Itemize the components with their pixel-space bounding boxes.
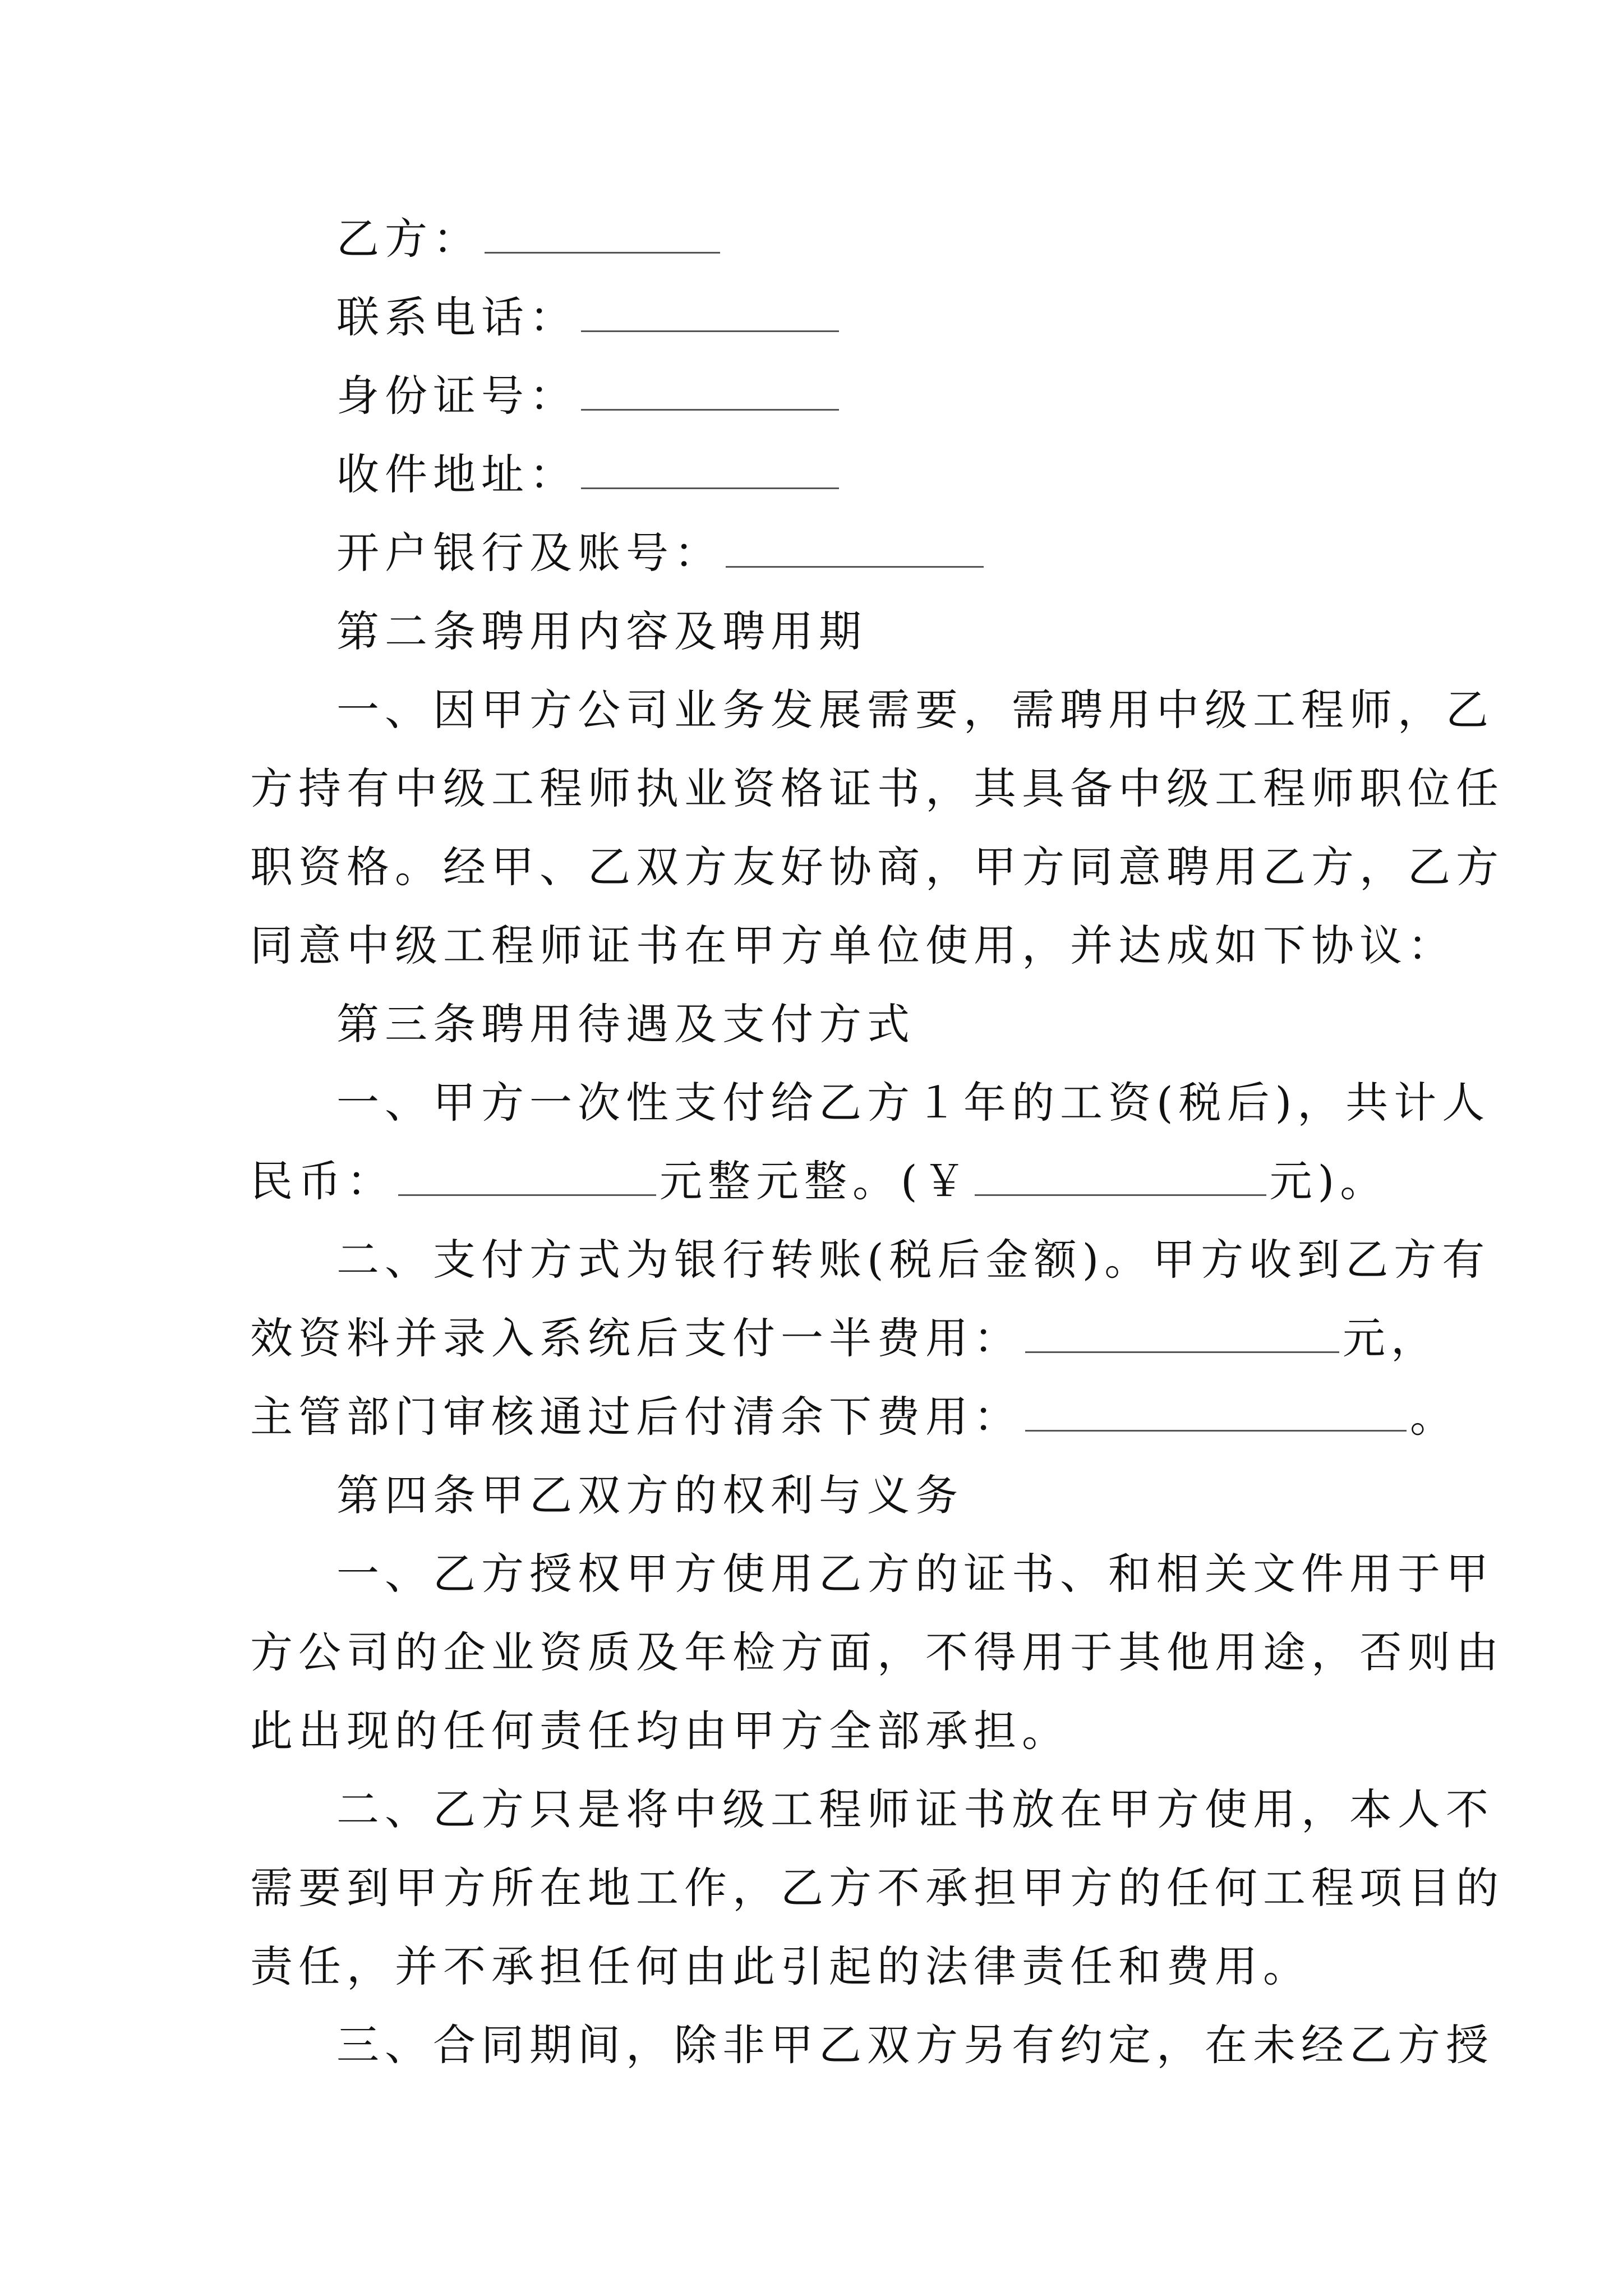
salary-words-blank[interactable] xyxy=(398,1149,656,1196)
party-b-label: 乙方： xyxy=(336,214,481,264)
article-4-line: 方公司的企业资质及年检方面，不得用于其他用途，否则由 xyxy=(250,1627,1504,1677)
id-number-label: 身份证号： xyxy=(336,371,578,421)
address-label: 收件地址： xyxy=(336,449,578,499)
party-b-field xyxy=(336,200,1475,278)
article-2-line: 职资格。经甲、乙双方友好协商，甲方同意聘用乙方，乙方 xyxy=(250,842,1504,892)
first-payment-unit: 元， xyxy=(1343,1313,1439,1363)
id-number-blank[interactable] xyxy=(581,364,839,411)
article-2-line: 同意中级工程师证书在甲方单位使用，并达成如下协议： xyxy=(250,921,1456,970)
article-4-title: 第四条甲乙双方的权利与义务 xyxy=(336,1470,963,1520)
salary-unit-text: 元整元整。(￥ xyxy=(660,1156,971,1206)
first-payment-line xyxy=(250,1299,1439,1378)
article-2-line: 一、因甲方公司业务发展需要，需聘用中级工程师，乙 xyxy=(336,685,1494,735)
article-4-line: 二、乙方只是将中级工程师证书放在甲方使用，本人不 xyxy=(336,1784,1494,1834)
bank-account-field xyxy=(336,514,1475,592)
salary-figure-unit: 元)。 xyxy=(1269,1156,1389,1206)
salary-amount-line xyxy=(250,1142,1389,1221)
first-payment-label: 效资料并录入系统后支付一半费用： xyxy=(250,1313,1022,1363)
final-payment-line xyxy=(250,1378,1458,1456)
salary-figure-blank[interactable] xyxy=(975,1149,1266,1196)
address-field xyxy=(336,435,1475,514)
article-4-line: 三、合同期间，除非甲乙双方另有约定，在未经乙方授 xyxy=(336,2020,1494,2070)
bank-account-blank[interactable] xyxy=(726,521,984,568)
phone-label: 联系电话： xyxy=(336,292,578,342)
article-4-line: 需要到甲方所在地工作，乙方不承担甲方的任何工程项目的 xyxy=(250,1863,1504,1913)
phone-blank[interactable] xyxy=(581,286,839,332)
article-3-line: 二、支付方式为银行转账(税后金额)。甲方收到乙方有 xyxy=(336,1235,1491,1285)
id-number-field xyxy=(336,357,1475,435)
article-4-line: 一、乙方授权甲方使用乙方的证书、和相关文件用于甲 xyxy=(336,1549,1494,1599)
bank-account-label: 开户银行及账号： xyxy=(336,528,722,578)
final-payment-end: 。 xyxy=(1410,1392,1458,1442)
party-b-blank[interactable] xyxy=(485,207,720,254)
address-blank[interactable] xyxy=(581,443,839,489)
article-2-title: 第二条聘用内容及聘用期 xyxy=(336,606,867,656)
phone-field xyxy=(336,278,1475,357)
first-payment-blank[interactable] xyxy=(1025,1306,1339,1353)
article-4-line: 责任，并不承担任何由此引起的法律责任和费用。 xyxy=(250,1941,1311,1991)
final-payment-blank[interactable] xyxy=(1025,1385,1407,1432)
article-4-line: 此出现的任何责任均由甲方全部承担。 xyxy=(250,1706,1070,1756)
article-3-title: 第三条聘用待遇及支付方式 xyxy=(336,999,915,1049)
article-3-line: 一、甲方一次性支付给乙方１年的工资(税后)，共计人 xyxy=(336,1078,1491,1128)
salary-label: 民币： xyxy=(250,1156,395,1206)
article-2-line: 方持有中级工程师执业资格证书，其具备中级工程师职位任 xyxy=(250,763,1504,813)
final-payment-label: 主管部门审核通过后付清余下费用： xyxy=(250,1392,1022,1442)
